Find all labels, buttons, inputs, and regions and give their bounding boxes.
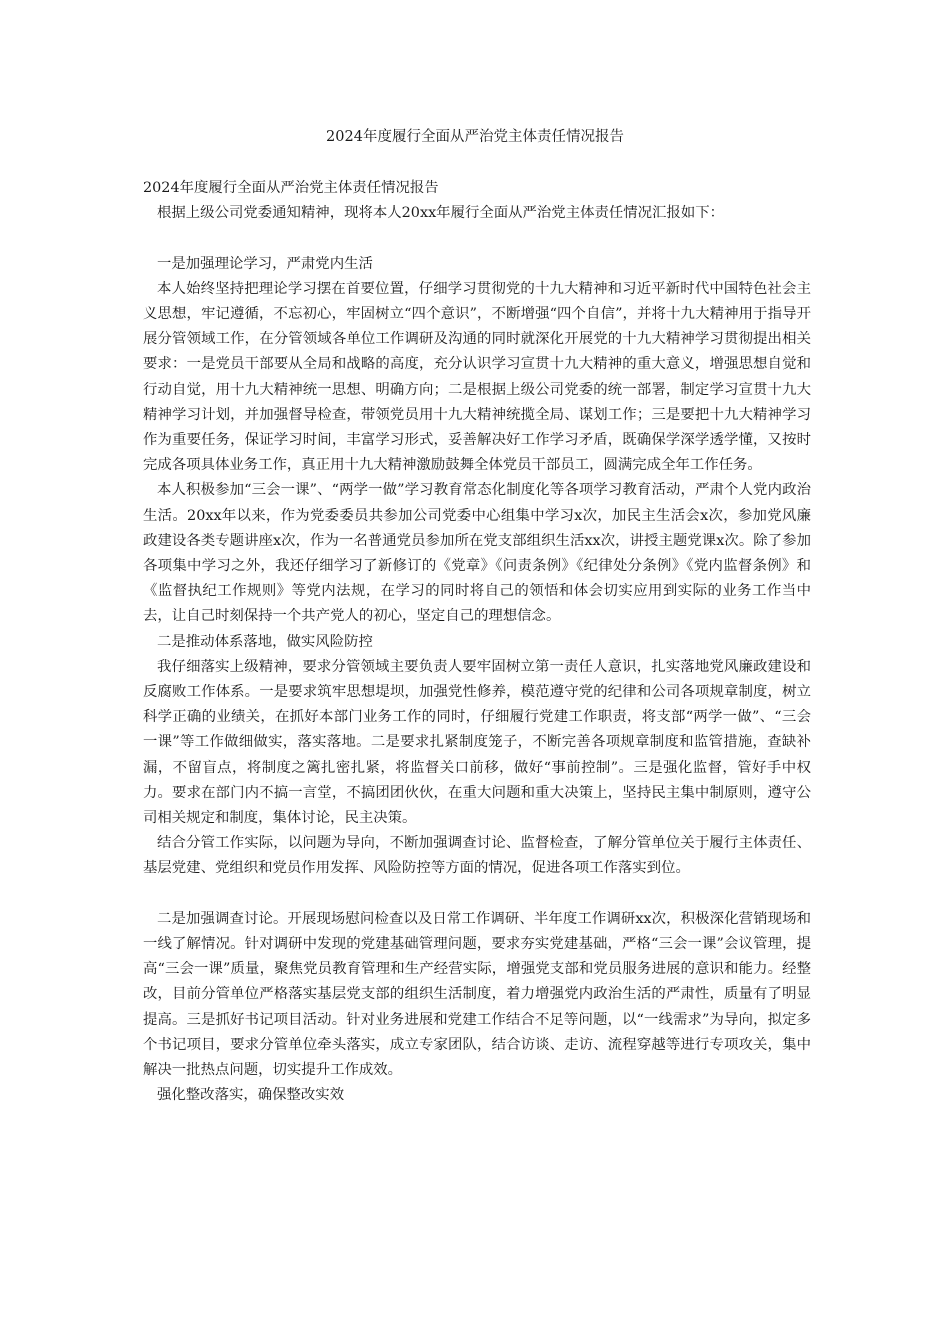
document-subtitle: 2024年度履行全面从严治党主体责任情况报告 <box>143 180 439 196</box>
section-heading-rectification: 强化整改落实，确保整改实效 <box>157 1087 345 1104</box>
document-title: 2024年度履行全面从严治党主体责任情况报告 <box>326 129 624 145</box>
paragraph-theory-study: 本人始终坚持把理论学习摆在首要位置，仔细学习贯彻党的十九大精神和习近平新时代中国特色社会主义思想，牢记遵循，不忘初心，牢固树立“四个意识”，不断增强“四个自信”，并将十九大精神用于指导开展分管领域工作，在分管领域各单位工作调研及沟通的同时就深化开展党的十九大精神学习贯彻提出相关要求：一是党员干部要从全局和战略的高度，充分认识学习宣贯十九大精神的重大意义，增强思想自觉和行动自觉，用十九大精神统一思想、明确方向；二是根据上级公司党委的统一部署，制定学习宣贯十九大精神学习计划，并加强督导检查，带领党员用十九大精神统揽全局、谋划工作；三是要把十九大精神学习作为重要任务，保证学习时间，丰富学习形式，妥善解决好工作学习矛盾，既确保学深学透学懂，又按时完成各项具体业务工作，真正用十九大精神激励鼓舞全体党员干部员工，圆满完成全年工作任务。 <box>143 280 811 474</box>
paragraph-investigation: 二是加强调查讨论。开展现场慰问检查以及日常工作调研、半年度工作调研xx次，积极深化营销现场和一线了解情况。针对调研中发现的党建基础管理问题，要求夯实党建基础，严格“三会一课”会议管理，提高“三会一课”质量，聚焦党员教育管理和生产经营实际，增强党支部和党员服务进展的意识和能力。经整改，目前分管单位严格落实基层党支部的组织生活制度，着力增强党内政治生活的严肃性，质量有了明显提高。三是抓好书记项目活动。针对业务进展和党建工作结合不足等问题，以“一线需求”为导向，拟定多个书记项目，要求分管单位牵头落实，成立专家团队，结合访谈、走访、流程穿越等进行专项攻关，集中解决一批热点问题，切实提升工作成效。 <box>143 910 811 1079</box>
section-heading-2: 二是推动体系落地，做实风险防控 <box>157 633 373 650</box>
section-heading-1: 一是加强理论学习，严肃党内生活 <box>157 255 373 272</box>
blank-line <box>143 226 811 251</box>
paragraph-system-implementation: 我仔细落实上级精神，要求分管领域主要负责人要牢固树立第一责任人意识，扎实落地党风廉政建设和反腐败工作体系。一是要求筑牢思想堤坝，加强党性修养，模范遵守党的纪律和公司各项规章制度，树立科学正确的业绩关，在抓好本部门业务工作的同时，仔细履行党建工作职责，将支部“两学一做”、“三会一课”等工作做细做实，落实落地。二是要求扎紧制度笼子，不断完善各项规章制度和监管措施，查缺补漏，不留盲点，将制度之篱扎密扎紧，将监督关口前移，做好“事前控制”。三是强化监督，管好手中权力。要求在部门内不搞一言堂，不搞团团伙伙，在重大问题和重大决策上，坚持民主集中制原则，遵守公司相关规定和制度，集体讨论，民主决策。 <box>143 658 811 827</box>
paragraph-work-practice: 结合分管工作实际，以问题为导向，不断加强调查讨论、监督检查，了解分管单位关于履行主体责任、基层党建、党组织和党员作用发挥、风险防控等方面的情况，促进各项工作落实到位。 <box>143 835 811 877</box>
blank-line <box>143 882 811 907</box>
document-body <box>143 176 811 1108</box>
paragraph-party-activities: 本人积极参加“三会一课”、“两学一做”学习教育常态化制度化等各项学习教育活动，严肃个人党内政治生活。20xx年以来，作为党委委员共参加公司党委中心组集中学习x次，加民主生活会x次，参加党风廉政建设各类专题讲座x次，作为一名普通党员参加所在党支部组织生活xx次，讲授主题党课x次。除了参加各项集中学习之外，我还仔细学习了新修订的《党章》《问责条例》《纪律处分条例》《党内监督条例》和《监督执纪工作规则》等党内法规，在学习的同时将自己的领悟和体会切实应用到实际的业务工作当中去，让自己时刻保持一个共产党人的初心，坚定自己的理想信念。 <box>143 482 811 625</box>
intro-paragraph: 根据上级公司党委通知精神，现将本人20xx年履行全面从严治党主体责任情况汇报如下： <box>157 205 724 222</box>
